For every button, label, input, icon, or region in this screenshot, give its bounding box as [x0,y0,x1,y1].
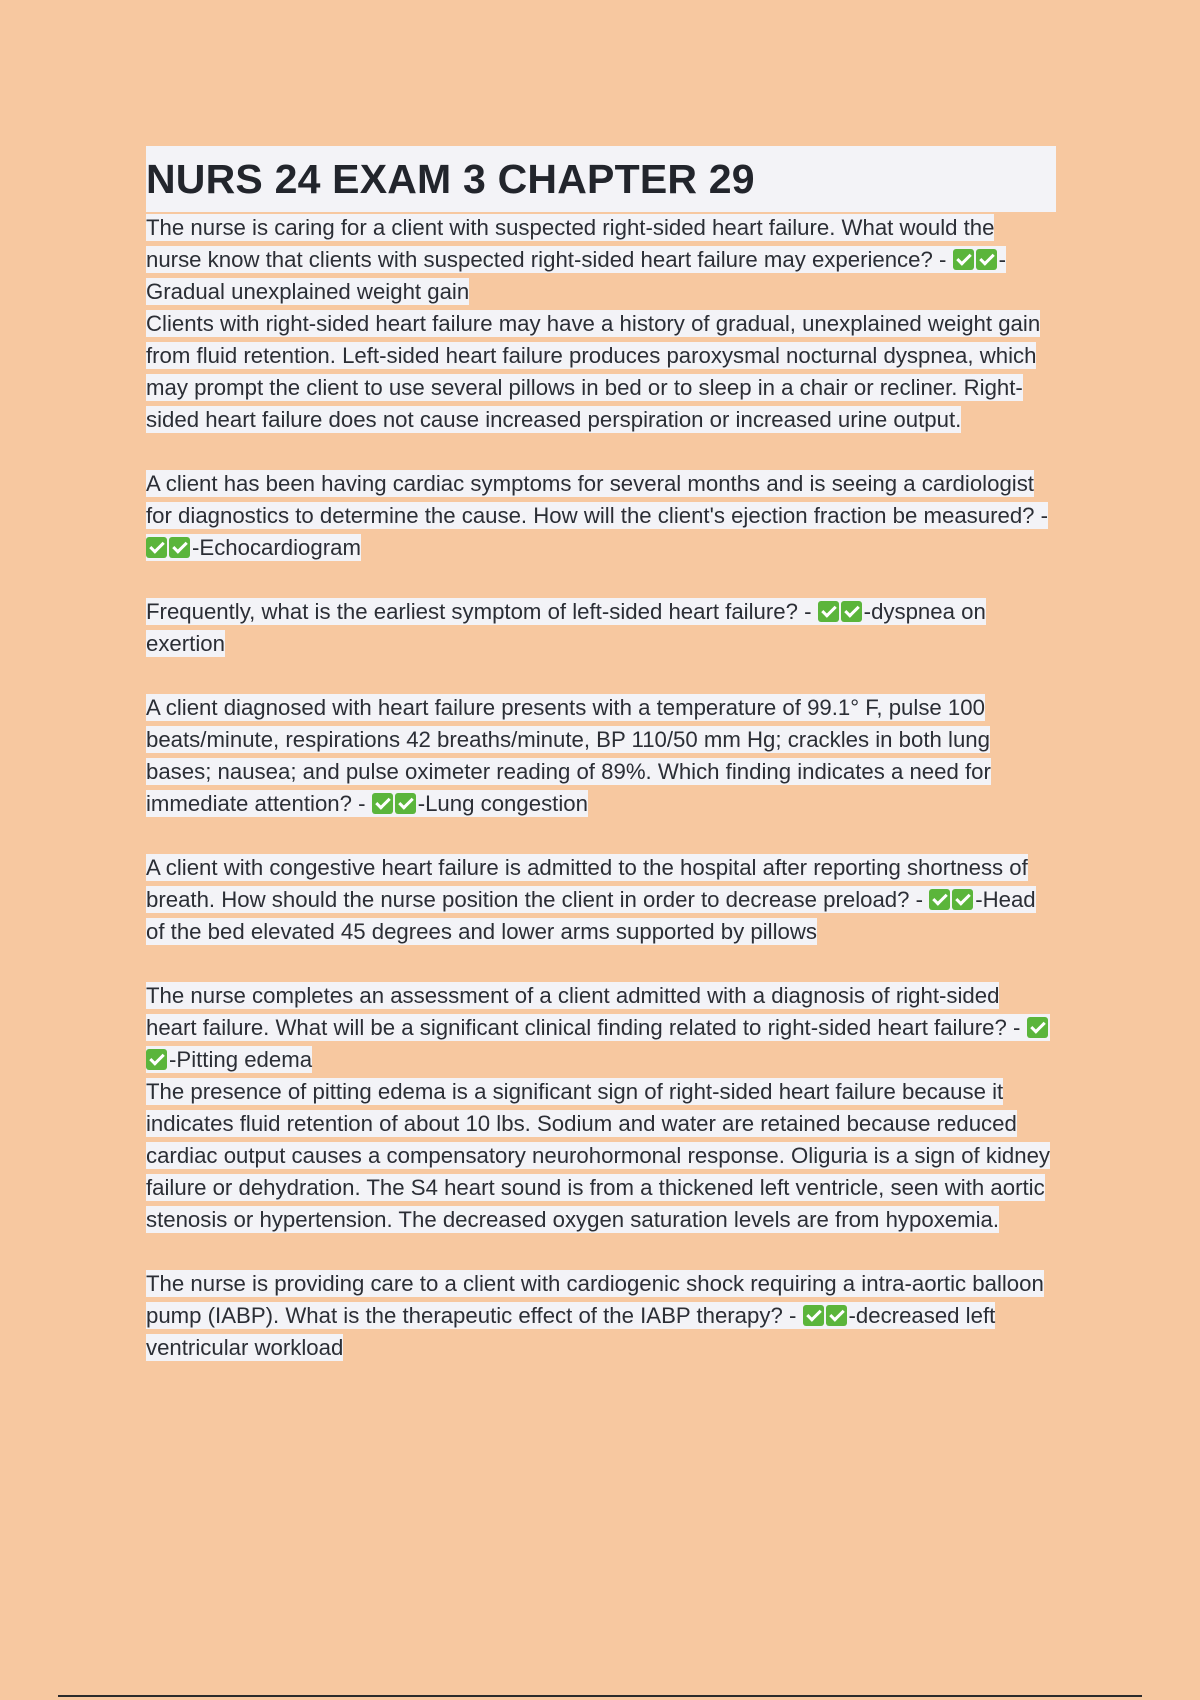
green-check-mark-icon [372,793,393,814]
question-text: A client with congestive heart failure is admitted to the hospital after reporting shortness of breath. How should the nurse position the client in order to decrease preload? [146,855,1028,912]
page-title: NURS 24 EXAM 3 CHAPTER 29 [146,156,755,202]
answer-prefix: - [417,791,426,816]
question-text: A client has been having cardiac symptoms for several months and is seeing a cardiologist for diagnostics to determine the cause. How will the client's ejection fraction be measured? [146,471,1035,528]
question-text: A client diagnosed with heart failure presents with a temperature of 99.1° F, pulse 100 beats/minute, respirations 42 breaths/minute, BP 110/50 mm Hg; crackles in both lung bases; nausea; and pulse oximeter reading of 89%. Which finding indicates a need for immediate attention? [146,695,991,816]
qa-item [146,1268,1056,1364]
answer-separator: - [797,599,818,624]
qa-item [146,596,1056,660]
answer-separator: - [1006,1015,1027,1040]
answer-text: decreased left ventricular workload [146,1303,996,1360]
answer-prefix: - [169,1047,177,1072]
qa-item [146,212,1056,436]
qa-item [146,468,1056,564]
answer-prefix: - [848,1303,856,1328]
question-text: The nurse is caring for a client with suspected right-sided heart failure. What would the nurse know that clients with suspected right-sided heart failure may experience? [146,215,995,272]
answer-prefix: - [863,599,872,624]
green-check-mark-icon [169,537,190,558]
title-bar [146,146,1056,212]
green-check-mark-icon [395,793,416,814]
question-text: The nurse is providing care to a client with cardiogenic shock requiring a intra-aortic balloon pump (IABP). What is the therapeutic effect of the IABP therapy? [146,1271,1044,1328]
green-check-mark-icon [929,889,950,910]
green-check-mark-icon [1027,1017,1048,1038]
green-check-mark-icon [146,1049,167,1070]
answer-separator: - [782,1303,803,1328]
green-check-mark-icon [803,1305,824,1326]
qa-item [146,852,1056,948]
question-text: The nurse completes an assessment of a client admitted with a diagnosis of right-sided heart failure. What will be a significant clinical finding related to right-sided heart failure? [146,983,1007,1040]
answer-text: Echocardiogram [199,535,361,560]
answer-prefix: - [975,887,983,912]
green-check-mark-icon [976,249,997,270]
green-check-mark-icon [826,1305,847,1326]
qa-item [146,980,1056,1236]
answer-separator: - [351,791,372,816]
answer-text: Lung congestion [425,791,588,816]
answer-text: Head of the bed elevated 45 degrees and lower arms supported by pillows [146,887,1036,944]
green-check-mark-icon [146,537,167,558]
answer-text: Pitting edema [176,1047,313,1072]
green-check-mark-icon [952,889,973,910]
rationale-text: The presence of pitting edema is a significant sign of right-sided heart failure because it indicates fluid retention of about 10 lbs. Sodium and water are retained because reduced cardiac output causes a compensatory neurohormonal response. Oliguria is a sign of kidney failure or dehydration. The S4 heart sound is from a thickened left ventricle, seen with aortic stenosis or hypertension. The decreased oxygen saturation levels are from hypoxemia. [146,1079,1051,1232]
rationale-text: Clients with right-sided heart failure may have a history of gradual, unexplained weight gain from fluid retention. Left-sided heart failure produces paroxysmal nocturnal dyspnea, which may prompt the client to use several pillows in bed or to sleep in a chair or recliner. Right-sided heart failure does not cause increased perspiration or increased urine output. [146,311,1041,432]
green-check-mark-icon [818,601,839,622]
answer-prefix: - [192,535,200,560]
answer-text: Gradual unexplained weight gain [146,279,470,304]
green-check-mark-icon [953,249,974,270]
qa-item [146,692,1056,820]
answer-text: dyspnea on exertion [146,599,986,656]
answer-separator: - [1034,503,1049,528]
answer-separator: - [909,887,930,912]
green-check-mark-icon [841,601,862,622]
answer-prefix: - [998,247,1006,272]
answer-separator: - [932,247,953,272]
document-page [146,146,1056,1364]
question-text: Frequently, what is the earliest symptom of left-sided heart failure? [146,599,798,624]
page-footer-divider [58,1695,1142,1697]
